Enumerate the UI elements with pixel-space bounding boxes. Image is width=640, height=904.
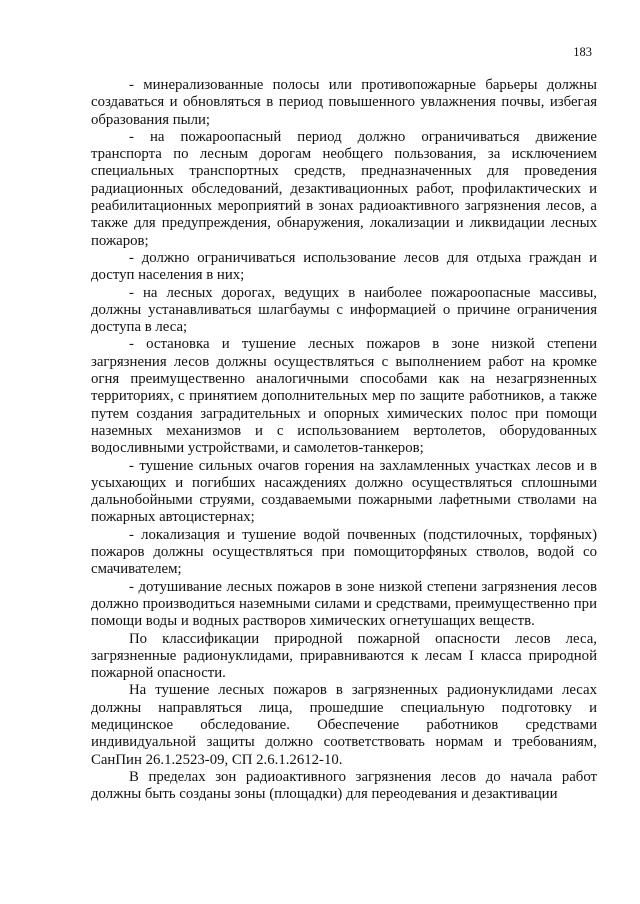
- paragraph-peat-fires: - локализация и тушение водой почвенных (подстилочных, торфяных) пожаров должны осуществляться при помощиторфяных стволов, водой со смачивателем;: [91, 526, 597, 578]
- paragraph-fire-class: По классификации природной пожарной опасности лесов леса, загрязненные радионуклидами, приравниваются к лесам I класса природной пожарной опасности.: [91, 630, 597, 682]
- page-number: 183: [573, 45, 592, 59]
- paragraph-low-contamination-firefighting: - остановка и тушение лесных пожаров в зоне низкой степени загрязнения лесов должны осуществляться с выполнением работ на кромке огня преимущественно аналогичными способами как на незагрязненных территориях, с принятием дополнительных мер по защите работников, а также путем создания заградительных и опорных химических полос при помощи наземных механизмов и с использованием вертолетов, оборудованных водосливными устройствами, и самолетов-танкеров;: [91, 336, 597, 457]
- paragraph-decontamination-zones: В пределах зон радиоактивного загрязнения лесов до начала работ должны быть созданы зоны (площадки) для переодевания и дезактивации: [91, 768, 597, 803]
- paragraph-mineralized-strips: - минерализованные полосы или противопожарные барьеры должны создаваться и обновляться в период повышенного увлажнения почвы, избегая образования пыли;: [91, 77, 597, 128]
- paragraph-final-extinguishing: - дотушивание лесных пожаров в зоне низкой степени загрязнения лесов должно производиться наземными силами и средствами, преимущественно при помощи воды и водных растворов химических огнетушащих веществ.: [91, 578, 597, 630]
- paragraph-transport-restriction: - на пожароопасный период должно ограничиваться движение транспорта по лесным дорогам необщего пользования, за исключением специальных транспортных средств, предназначенных для проведения радиационных обследований, дезактивационных работ, профилактических и реабилитационных мероприятий в зонах радиоактивного загрязнения лесов, а также для предупреждения, обнаружения, локализации и ликвидации лесных пожаров;: [91, 128, 597, 249]
- paragraph-strong-fire-sources: - тушение сильных очагов горения на захламленных участках лесов и в усыхающих и погибших насаждениях должно осуществляться сплошными дальнобойными струями, создаваемыми пожарными лафетными стволами на пожарных автоцистернах;: [91, 457, 597, 526]
- paragraph-barriers: - на лесных дорогах, ведущих в наиболее пожароопасные массивы, должны устанавливаться шлагбаумы с информацией о причине ограничения доступа в леса;: [91, 284, 597, 336]
- paragraph-personnel: На тушение лесных пожаров в загрязненных радионуклидами лесах должны направляться лица, прошедшие специальную подготовку и медицинское обследование. Обеспечение работников средствами индивидуальной защиты должно соответствовать нормам и требованиям, СанПин 26.1.2523-09, СП 2.6.1.2612-10.: [91, 682, 597, 768]
- body-text: [91, 77, 597, 803]
- paragraph-recreation-restriction: - должно ограничиваться использование лесов для отдыха граждан и доступ населения в них;: [91, 249, 597, 284]
